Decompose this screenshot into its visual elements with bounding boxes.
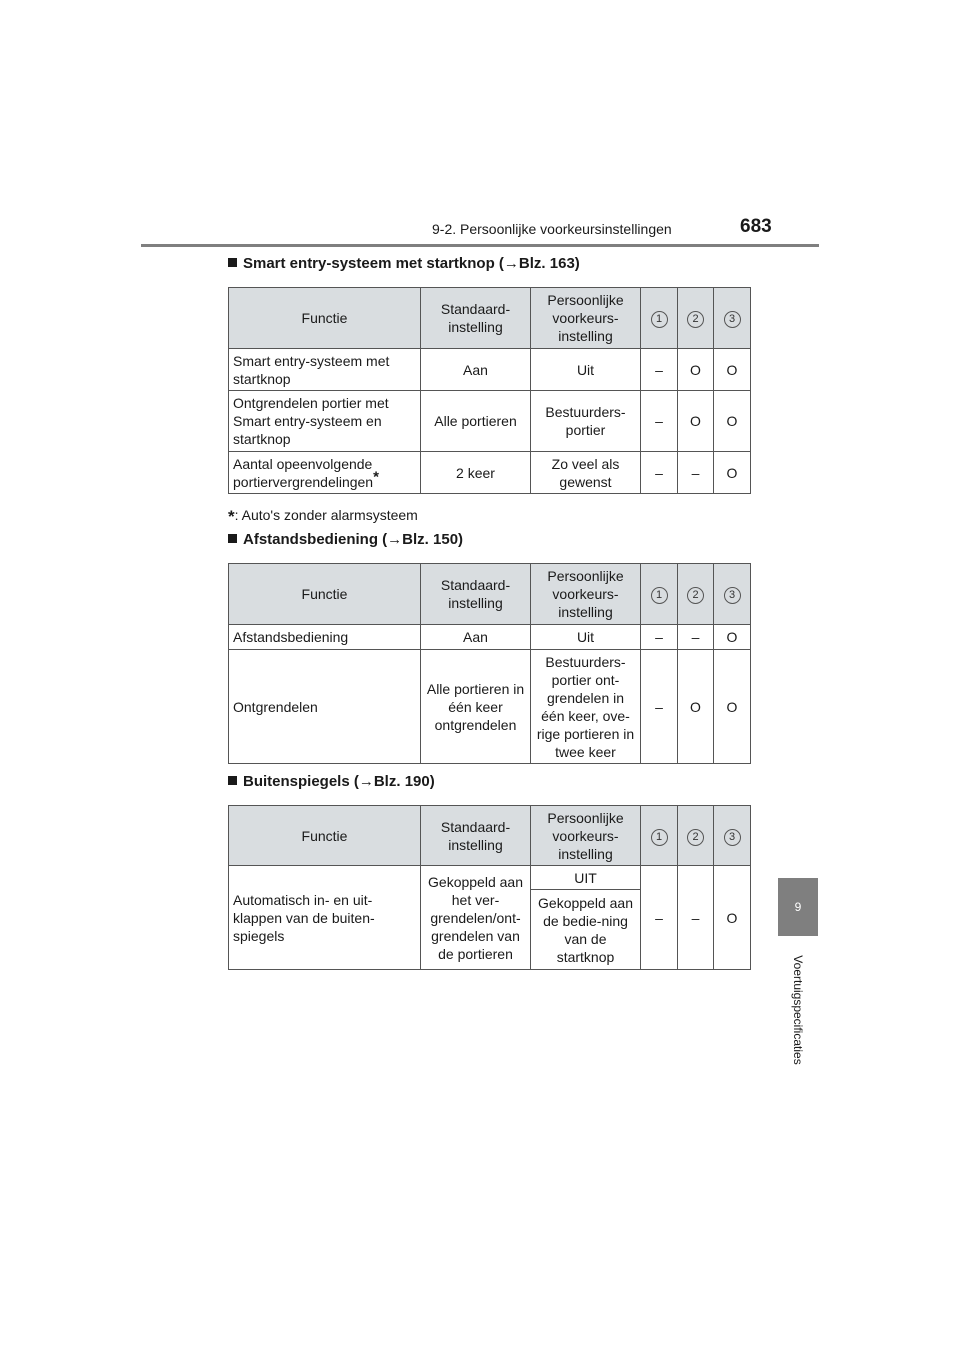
col-standaard: Standaard-instelling (421, 564, 531, 625)
section-title: Buitenspiegels (→Blz. 190) (243, 773, 435, 790)
table-header-row (229, 806, 751, 866)
footnote-text: : Auto's zonder alarmsysteem (234, 507, 418, 523)
cell-standaard: 2 keer (421, 452, 531, 494)
cell-c3: O (714, 349, 751, 391)
bullet-square-icon (228, 534, 237, 543)
col-3 (714, 806, 751, 866)
circle-3-icon: 3 (724, 311, 741, 328)
table-row (229, 391, 751, 452)
col-2 (678, 564, 714, 625)
table-header-row (229, 564, 751, 625)
page-number: 683 (740, 216, 772, 237)
cell-functie: Automatisch in- en uit-klappen van de buiten-spiegels (229, 866, 421, 970)
table-row (229, 452, 751, 494)
page-header-section: 9-2. Persoonlijke voorkeursinstellingen (432, 221, 672, 237)
col-persoonlijk: Persoonlijke voorkeurs-instelling (531, 288, 641, 349)
cell-standaard: Aan (421, 349, 531, 391)
col-2 (678, 806, 714, 866)
cell-persoonlijk-uit: UIT (531, 866, 641, 890)
table-afstandsbediening (228, 563, 751, 764)
bullet-square-icon (228, 776, 237, 785)
section-title: Afstandsbediening (→Blz. 150) (243, 531, 464, 548)
cell-functie: Afstandsbediening (229, 625, 421, 650)
circle-1-icon: 1 (651, 829, 668, 846)
table-header-row (229, 288, 751, 349)
col-1 (641, 806, 678, 866)
cell-persoonlijk: Bestuurders-portier (531, 391, 641, 452)
cell-c2: – (678, 866, 714, 970)
cell-persoonlijk: Zo veel als gewenst (531, 452, 641, 494)
footnote (228, 505, 418, 525)
cell-functie: Smart entry-systeem met startknop (229, 349, 421, 391)
col-functie: Functie (229, 288, 421, 349)
cell-c1: – (641, 866, 678, 970)
col-functie: Functie (229, 564, 421, 625)
cell-c1: – (641, 452, 678, 494)
cell-functie: Ontgrendelen portier met Smart entry-systeem en startknop (229, 391, 421, 452)
cell-c2: – (678, 625, 714, 650)
col-persoonlijk: Persoonlijke voorkeurs-instelling (531, 806, 641, 866)
col-2 (678, 288, 714, 349)
cell-functie (229, 452, 421, 494)
circle-2-icon: 2 (687, 311, 704, 328)
table-smart-entry (228, 287, 751, 494)
cell-c2: – (678, 452, 714, 494)
cell-standaard: Alle portieren in één keer ontgrendelen (421, 650, 531, 764)
cell-c2: O (678, 650, 714, 764)
chapter-number: 9 (794, 900, 802, 914)
col-3 (714, 564, 751, 625)
circle-1-icon: 1 (651, 311, 668, 328)
cell-c2: O (678, 349, 714, 391)
table-buitenspiegels (228, 805, 751, 970)
cell-c1: – (641, 650, 678, 764)
cell-c3: O (714, 625, 751, 650)
cell-standaard: Alle portieren (421, 391, 531, 452)
col-functie: Functie (229, 806, 421, 866)
cell-persoonlijk: Uit (531, 625, 641, 650)
col-persoonlijk: Persoonlijke voorkeurs-instelling (531, 564, 641, 625)
cell-standaard: Gekoppeld aan het ver-grendelen/ont-grendelen van de portieren (421, 866, 531, 970)
cell-functie: Ontgrendelen (229, 650, 421, 764)
col-3 (714, 288, 751, 349)
chapter-label: Voertuigspecificaties (791, 955, 805, 1065)
circle-1-icon: 1 (651, 587, 668, 604)
circle-2-icon: 2 (687, 587, 704, 604)
cell-persoonlijk-gekoppeld: Gekoppeld aan de bedie-ning van de startknop (531, 890, 641, 970)
col-standaard: Standaard-instelling (421, 288, 531, 349)
cell-standaard: Aan (421, 625, 531, 650)
cell-c1: – (641, 349, 678, 391)
table-row (229, 349, 751, 391)
section-heading-afstandsbediening (228, 531, 463, 548)
cell-c1: – (641, 625, 678, 650)
cell-c3: O (714, 650, 751, 764)
circle-2-icon: 2 (687, 829, 704, 846)
col-1 (641, 288, 678, 349)
table-row (229, 650, 751, 764)
col-standaard: Standaard-instelling (421, 806, 531, 866)
asterisk-mark: * (373, 467, 379, 485)
cell-functie-text: Aantal opeenvolgende portiervergrendelingen (233, 455, 374, 490)
header-rule (141, 244, 819, 247)
cell-persoonlijk: Bestuurders-portier ont-grendelen in één keer, ove-rige portieren in twee keer (531, 650, 641, 764)
table-row (229, 625, 751, 650)
circle-3-icon: 3 (724, 587, 741, 604)
chapter-tab (778, 878, 818, 936)
cell-persoonlijk: Uit (531, 349, 641, 391)
section-heading-smart-entry (228, 255, 580, 272)
section-heading-buitenspiegels (228, 773, 435, 790)
cell-c3: O (714, 452, 751, 494)
col-1 (641, 564, 678, 625)
circle-3-icon: 3 (724, 829, 741, 846)
cell-c3: O (714, 866, 751, 970)
cell-c2: O (678, 391, 714, 452)
bullet-square-icon (228, 258, 237, 267)
footnote-asterisk: * (228, 507, 235, 526)
cell-c3: O (714, 391, 751, 452)
section-title: Smart entry-systeem met startknop (→Blz. 163) (243, 255, 580, 272)
cell-c1: – (641, 391, 678, 452)
table-row (229, 866, 751, 890)
